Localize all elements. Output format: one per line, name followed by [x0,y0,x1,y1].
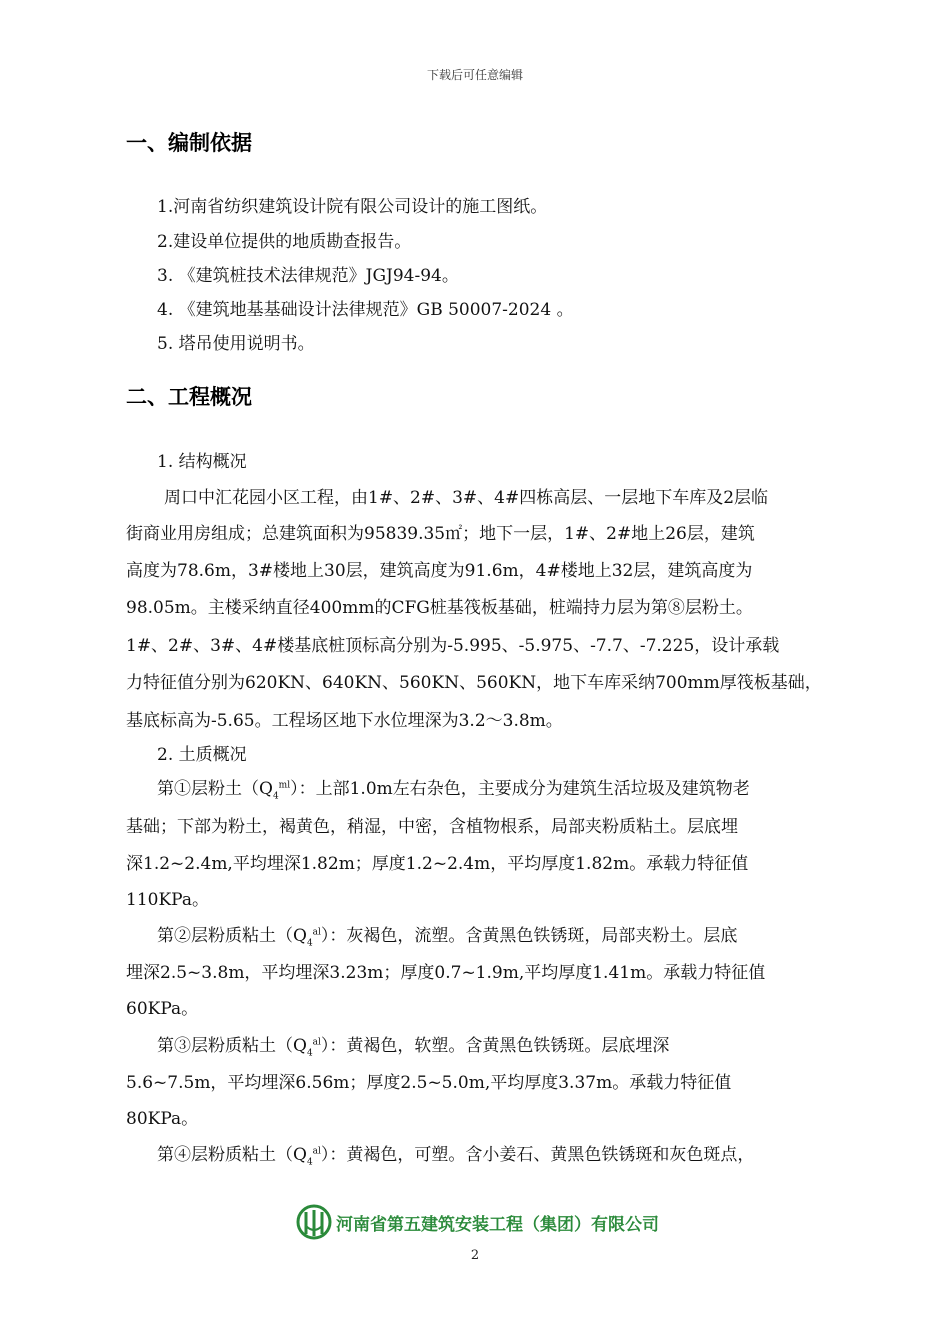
section-title-basis: 一、编制依据 [126,131,252,155]
paragraph-line: 街商业用房组成；总建筑面积为95839.35㎡；地下一层，1#、2#地上26层，建筑 [126,524,755,544]
footer-brand [296,1204,659,1240]
soil-layer-3-intro: 第③层粉质粘土$(Q_4^{al})$：黄褐色，软塑。含黄黑色铁锈斑。层底埋深 [157,1036,670,1059]
subsection-soil: 2. 土质概况 [157,745,247,765]
paragraph-line: 1#、2#、3#、4#楼基底桩顶标高分别为-5.995、-5.975、-7.7、-7.225，设计承载 [126,636,780,656]
company-logo-icon [296,1204,332,1240]
soil-layer-2-intro: 第②层粉质粘土$(Q_4^{al})$：灰褐色，流塑。含黄黑色铁锈斑，局部夹粉土。层底 [157,926,738,949]
subsection-structure: 1. 结构概况 [157,452,247,472]
paragraph-line: 80KPa。 [126,1109,199,1129]
page-number: 2 [470,1248,480,1263]
paragraph-line: 力特征值分别为620KN、640KN、560KN、560KN，地下车库采纳700mm厚筏板基础， [126,673,822,693]
soil-layer-1-intro: 第①层粉土$(Q_4^{ml})$：上部1.0m左右杂色，主要成分为建筑生活垃圾及建筑物老 [157,779,750,802]
basis-item-5: 5. 塔吊使用说明书。 [157,334,315,354]
basis-item-3: 3. 《建筑桩技术法律规范》JGJ94-94。 [157,266,459,286]
paragraph-line: 埋深2.5~3.8m，平均埋深3.23m；厚度0.7~1.9m,平均厚度1.41m。承载力特征值 [126,963,766,983]
paragraph-line: 基础；下部为粉土，褐黄色，稍湿，中密，含植物根系，局部夹粉质粘土。层底埋 [126,817,738,837]
paragraph-line: 110KPa。 [126,890,209,910]
paragraph-line: 60KPa。 [126,999,199,1019]
paragraph-line: 98.05m。主楼采纳直径400mm的CFG桩基筏板基础，桩端持力层为第⑧层粉土。 [126,598,753,618]
page-header: 下载后可任意编辑 [426,68,523,82]
soil-layer-4-intro: 第④层粉质粘土$(Q_4^{al})$：黄褐色，可塑。含小姜石、黄黑色铁锈斑和灰色斑点， [157,1145,755,1168]
basis-item-2: 2.建设单位提供的地质勘查报告。 [157,232,412,252]
paragraph-line: 5.6~7.5m，平均埋深6.56m；厚度2.5~5.0m,平均厚度3.37m。承载力特征值 [126,1073,732,1093]
company-name: 河南省第五建筑安装工程（集团）有限公司 [336,1214,659,1235]
paragraph-line: 基底标高为-5.65。工程场区地下水位埋深为3.2～3.8m。 [126,711,563,731]
basis-item-1: 1.河南省纺织建筑设计院有限公司设计的施工图纸。 [157,197,548,217]
paragraph-line: 深1.2~2.4m,平均埋深1.82m；厚度1.2~2.4m，平均厚度1.82m。承载力特征值 [126,854,749,874]
basis-item-4: 4. 《建筑地基基础设计法律规范》GB 50007-2024 。 [157,300,574,320]
section-title-overview: 二、工程概况 [126,385,252,409]
paragraph-line: 高度为78.6m，3#楼地上30层，建筑高度为91.6m，4#楼地上32层，建筑高度为 [126,561,753,581]
paragraph-line: 周口中汇花园小区工程，由1#、2#、3#、4#四栋高层、一层地下车库及2层临 [164,488,769,508]
